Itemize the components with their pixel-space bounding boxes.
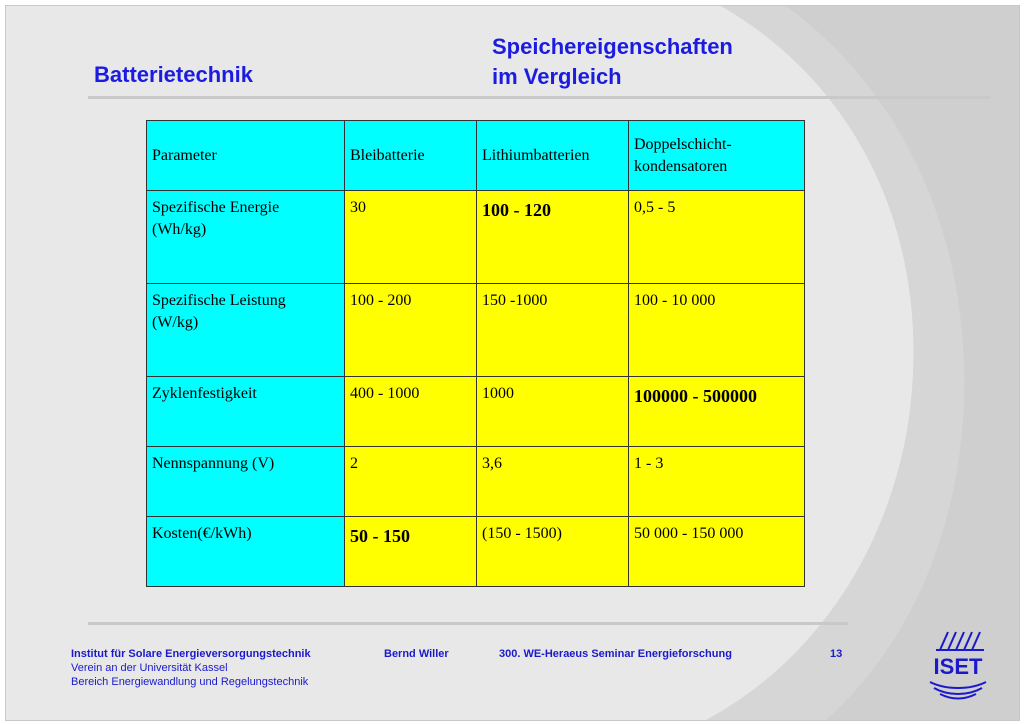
row-param-zyklen: Zyklenfestigkeit xyxy=(147,377,345,447)
cell-lithium: 150 -1000 xyxy=(477,284,629,377)
header-bleibatterie: Bleibatterie xyxy=(345,121,477,191)
footer-line-3: Bereich Energiewandlung und Regelungstechnik xyxy=(71,676,309,688)
row-param-energie: Spezifische Energie (Wh/kg) xyxy=(147,191,345,284)
iset-logo-icon xyxy=(922,630,994,702)
footer-line-2: Verein an der Universität Kassel xyxy=(71,662,228,674)
cell-doppel: 100000 - 500000 xyxy=(629,377,805,447)
header-doppelschicht: Doppelschicht- kondensatoren xyxy=(629,121,805,191)
cell-blei: 30 xyxy=(345,191,477,284)
header-lithiumbatterien: Lithiumbatterien xyxy=(477,121,629,191)
comparison-table xyxy=(146,120,805,587)
footer-author: Bernd Willer xyxy=(384,648,449,660)
footer-institute: Institut für Solare Energieversorgungstechnik xyxy=(71,648,311,660)
cell-blei: 400 - 1000 xyxy=(345,377,477,447)
cell-doppel: 100 - 10 000 xyxy=(629,284,805,377)
row-param-kosten: Kosten(€/kWh) xyxy=(147,517,345,587)
subtitle-line-1: Speichereigenschaften xyxy=(492,34,733,59)
table-header-row xyxy=(147,121,805,191)
cell-doppel: 1 - 3 xyxy=(629,447,805,517)
table-row xyxy=(147,447,805,517)
cell-doppel: 50 000 - 150 000 xyxy=(629,517,805,587)
cell-lithium: 3,6 xyxy=(477,447,629,517)
cell-lithium: 100 - 120 xyxy=(477,191,629,284)
row-param-nennspannung: Nennspannung (V) xyxy=(147,447,345,517)
footer-divider xyxy=(88,622,848,625)
slide xyxy=(5,5,1020,721)
slide-subtitle xyxy=(492,32,733,92)
cell-blei: 50 - 150 xyxy=(345,517,477,587)
table-row xyxy=(147,517,805,587)
subtitle-line-2: im Vergleich xyxy=(492,64,622,89)
cell-lithium: 1000 xyxy=(477,377,629,447)
logo-text: ISET xyxy=(933,654,983,679)
table-row xyxy=(147,377,805,447)
cell-lithium: (150 - 1500) xyxy=(477,517,629,587)
footer-page-number: 13 xyxy=(830,648,843,660)
header-parameter: Parameter xyxy=(147,121,345,191)
footer-seminar: 300. WE-Heraeus Seminar Energieforschung xyxy=(499,648,732,660)
table-row xyxy=(147,284,805,377)
row-param-leistung: Spezifische Leistung (W/kg) xyxy=(147,284,345,377)
title-divider xyxy=(88,96,990,99)
table-row xyxy=(147,191,805,284)
cell-blei: 100 - 200 xyxy=(345,284,477,377)
cell-doppel: 0,5 - 5 xyxy=(629,191,805,284)
cell-blei: 2 xyxy=(345,447,477,517)
slide-title: Batterietechnik xyxy=(94,62,253,87)
